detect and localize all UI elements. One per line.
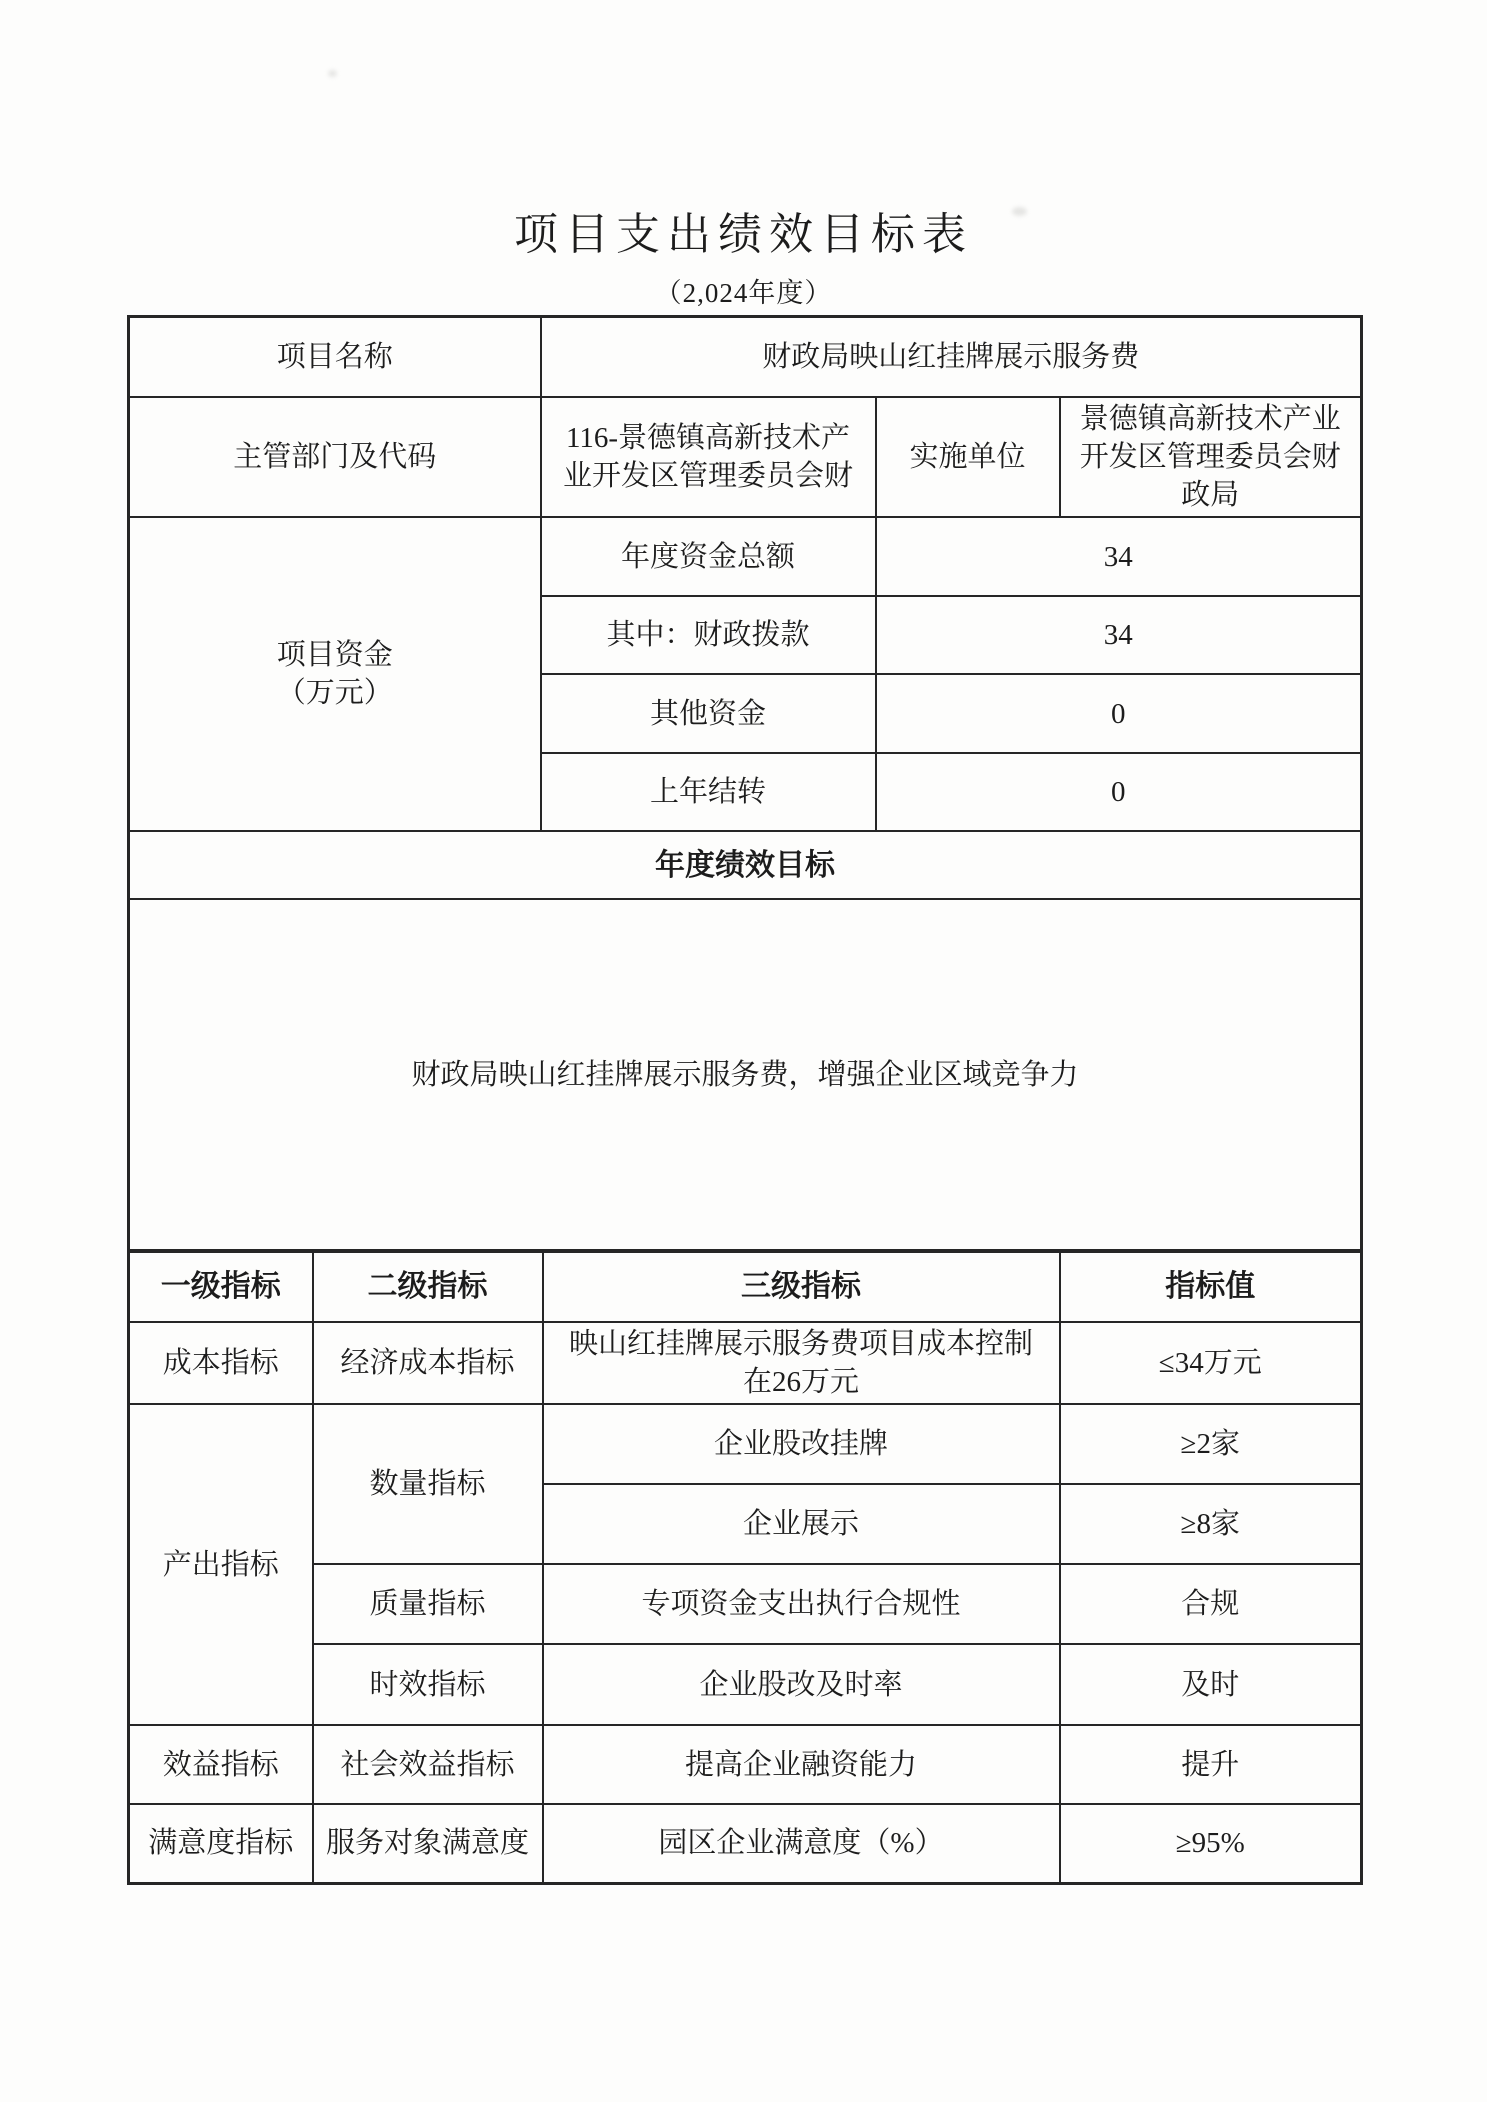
scan-artifact <box>328 70 337 77</box>
funds-row-total <box>129 517 1362 596</box>
funds-fiscal-value: 34 <box>876 596 1362 674</box>
satisfaction-level1: 满意度指标 <box>129 1804 313 1883</box>
satisfaction-value: ≥95% <box>1060 1804 1362 1883</box>
funds-carryover-label: 上年结转 <box>541 753 876 831</box>
benefit-value: 提升 <box>1060 1725 1362 1804</box>
quantity-value-display: ≥8家 <box>1060 1484 1362 1564</box>
benefit-level2: 社会效益指标 <box>313 1725 543 1804</box>
project-name-value: 财政局映山红挂牌展示服务费 <box>541 317 1362 397</box>
output-quality-row <box>129 1564 1362 1644</box>
output-level1: 产出指标 <box>129 1404 313 1725</box>
header-level3: 三级指标 <box>543 1252 1060 1322</box>
funds-carryover-value: 0 <box>876 753 1362 831</box>
page-subtitle: （2,024年度） <box>654 278 833 308</box>
project-name-label: 项目名称 <box>129 317 541 397</box>
performance-indicator-table <box>127 1250 1363 1885</box>
project-funds-label-line2: （万元） <box>276 677 393 710</box>
header-level1: 一级指标 <box>129 1252 313 1322</box>
satisfaction-indicator-row <box>129 1804 1362 1883</box>
timeliness-level2: 时效指标 <box>313 1644 543 1725</box>
project-info-table <box>127 315 1363 1252</box>
cost-value: ≤34万元 <box>1060 1322 1362 1405</box>
cost-indicator-row <box>129 1322 1362 1405</box>
quality-value: 合规 <box>1060 1564 1362 1644</box>
indicator-header-row <box>129 1252 1362 1322</box>
cost-level2: 经济成本指标 <box>313 1322 543 1405</box>
benefit-level3: 提高企业融资能力 <box>543 1725 1060 1804</box>
funds-total-label: 年度资金总额 <box>541 517 876 596</box>
tables-container <box>127 315 1360 1885</box>
funds-other-label: 其他资金 <box>541 674 876 753</box>
output-quantity-row-1 <box>129 1404 1362 1484</box>
annual-goal-header: 年度绩效目标 <box>129 831 1362 899</box>
annual-goal-text: 财政局映山红挂牌展示服务费，增强企业区域竞争力 <box>129 899 1362 1251</box>
satisfaction-level2: 服务对象满意度 <box>313 1804 543 1883</box>
project-funds-label-line1: 项目资金 <box>276 639 393 672</box>
quality-level3: 专项资金支出执行合规性 <box>543 1564 1060 1644</box>
quantity-level3-display: 企业展示 <box>543 1484 1060 1564</box>
annual-goal-header-row <box>129 831 1362 899</box>
funds-other-value: 0 <box>876 674 1362 753</box>
benefit-level1: 效益指标 <box>129 1725 313 1804</box>
cost-level3: 映山红挂牌展示服务费项目成本控制在26万元 <box>543 1322 1060 1405</box>
funds-fiscal-label: 其中：财政拨款 <box>541 596 876 674</box>
annual-goal-row <box>129 899 1362 1251</box>
quantity-level2: 数量指标 <box>313 1404 543 1564</box>
implement-unit-label: 实施单位 <box>876 397 1060 518</box>
department-label: 主管部门及代码 <box>129 397 541 518</box>
cost-level1: 成本指标 <box>129 1322 313 1405</box>
department-code-value: 116-景德镇高新技术产业开发区管理委员会财 <box>541 397 876 518</box>
implement-unit-value: 景德镇高新技术产业开发区管理委员会财政局 <box>1060 397 1362 518</box>
project-funds-label <box>129 517 541 831</box>
project-name-row <box>129 317 1362 397</box>
quantity-value-listing: ≥2家 <box>1060 1404 1362 1484</box>
page-title: 项目支出绩效目标表 <box>514 210 973 259</box>
department-row <box>129 397 1362 518</box>
quality-level2: 质量指标 <box>313 1564 543 1644</box>
quantity-level3-listing: 企业股改挂牌 <box>543 1404 1060 1484</box>
timeliness-level3: 企业股改及时率 <box>543 1644 1060 1725</box>
funds-total-value: 34 <box>876 517 1362 596</box>
benefit-indicator-row <box>129 1725 1362 1804</box>
satisfaction-level3: 园区企业满意度（%） <box>543 1804 1060 1883</box>
header-level2: 二级指标 <box>313 1252 543 1322</box>
timeliness-value: 及时 <box>1060 1644 1362 1725</box>
output-timeliness-row <box>129 1644 1362 1725</box>
header-value: 指标值 <box>1060 1252 1362 1322</box>
